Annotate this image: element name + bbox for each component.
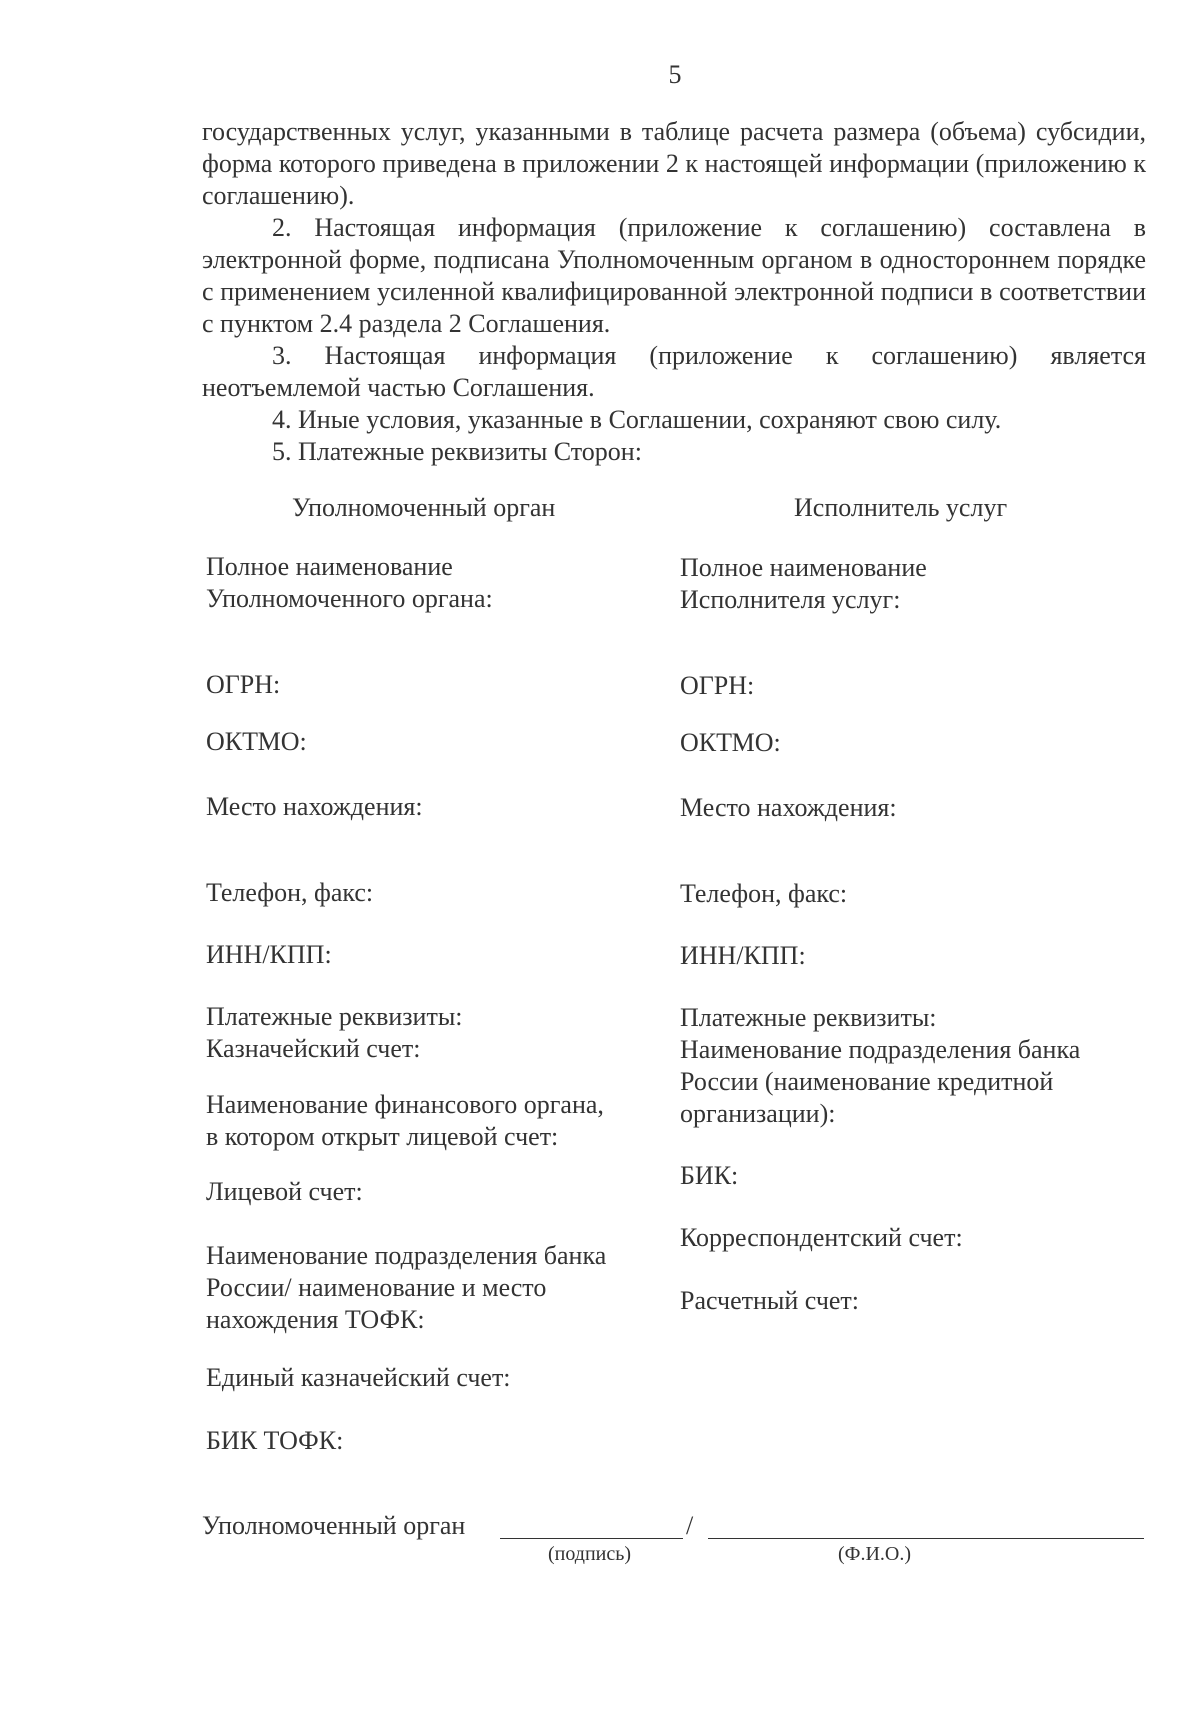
left-field-financial-body-2: в котором открыт лицевой счет: bbox=[206, 1122, 559, 1151]
left-field-inn-kpp: ИНН/КПП: bbox=[206, 940, 332, 969]
left-field-payment-details: Платежные реквизиты: bbox=[206, 1002, 463, 1031]
signature-line bbox=[500, 1538, 683, 1539]
paragraph-4: 4. Иные условия, указанные в Соглашении, сохраняют свою силу. bbox=[272, 405, 1002, 434]
right-field-ogrn: ОГРН: bbox=[680, 671, 755, 700]
right-field-bank-division-2: России (наименование кредитной bbox=[680, 1067, 1054, 1096]
page-number: 5 bbox=[668, 60, 682, 89]
right-field-full-name-1: Полное наименование bbox=[680, 553, 927, 582]
left-field-personal-account: Лицевой счет: bbox=[206, 1177, 363, 1206]
left-field-financial-body-1: Наименование финансового органа, bbox=[206, 1090, 604, 1119]
signature-separator: / bbox=[686, 1511, 694, 1540]
body-text bbox=[202, 116, 1146, 468]
left-field-bank-division-2: России/ наименование и место bbox=[206, 1273, 547, 1302]
right-field-bank-division-3: организации): bbox=[680, 1099, 836, 1128]
paragraph-3: 3. Настоящая информация (приложение к соглашению) является неотъемлемой частью Соглашения. bbox=[202, 341, 1146, 402]
left-field-full-name-1: Полное наименование bbox=[206, 552, 453, 581]
paragraph-continuation: государственных услуг, указанными в таблице расчета размера (объема) субсидии, форма которого приведена в приложении 2 к настоящей информации (приложению к соглашению). bbox=[202, 117, 1146, 210]
left-field-oktmo: ОКТМО: bbox=[206, 727, 307, 756]
left-column-heading: Уполномоченный орган bbox=[292, 493, 556, 522]
right-field-oktmo: ОКТМО: bbox=[680, 728, 781, 757]
right-field-payment-details: Платежные реквизиты: bbox=[680, 1003, 937, 1032]
full-name-line bbox=[708, 1538, 1144, 1539]
signature-caption: (подпись) bbox=[548, 1543, 632, 1565]
right-field-inn-kpp: ИНН/КПП: bbox=[680, 941, 806, 970]
paragraph-5: 5. Платежные реквизиты Сторон: bbox=[272, 437, 642, 466]
left-field-full-name-2: Уполномоченного органа: bbox=[206, 584, 493, 613]
right-field-correspondent-account: Корреспондентский счет: bbox=[680, 1223, 963, 1252]
left-field-bank-division-1: Наименование подразделения банка bbox=[206, 1241, 607, 1270]
signature-label: Уполномоченный орган bbox=[202, 1511, 466, 1540]
left-field-ogrn: ОГРН: bbox=[206, 670, 281, 699]
right-field-location: Место нахождения: bbox=[680, 793, 897, 822]
right-field-full-name-2: Исполнителя услуг: bbox=[680, 585, 901, 614]
left-field-bik-tofk: БИК ТОФК: bbox=[206, 1426, 344, 1455]
left-field-bank-division-3: нахождения ТОФК: bbox=[206, 1305, 425, 1334]
left-field-location: Место нахождения: bbox=[206, 792, 423, 821]
left-field-phone: Телефон, факс: bbox=[206, 878, 374, 907]
right-field-bank-division-1: Наименование подразделения банка bbox=[680, 1035, 1081, 1064]
right-column-heading: Исполнитель услуг bbox=[794, 493, 1008, 522]
paragraph-2: 2. Настоящая информация (приложение к соглашению) составлена в электронной форме, подписана Уполномоченным органом в одностороннем порядке с применением усиленной квалифицированной электронной подписи в соответствии с пунктом 2.4 раздела 2 Соглашения. bbox=[202, 213, 1146, 338]
right-field-settlement-account: Расчетный счет: bbox=[680, 1286, 860, 1315]
right-field-phone: Телефон, факс: bbox=[680, 879, 848, 908]
left-field-treasury-account: Казначейский счет: bbox=[206, 1034, 421, 1063]
left-field-single-treasury-account: Единый казначейский счет: bbox=[206, 1363, 511, 1392]
right-field-bik: БИК: bbox=[680, 1161, 739, 1190]
full-name-caption: (Ф.И.О.) bbox=[838, 1543, 912, 1565]
